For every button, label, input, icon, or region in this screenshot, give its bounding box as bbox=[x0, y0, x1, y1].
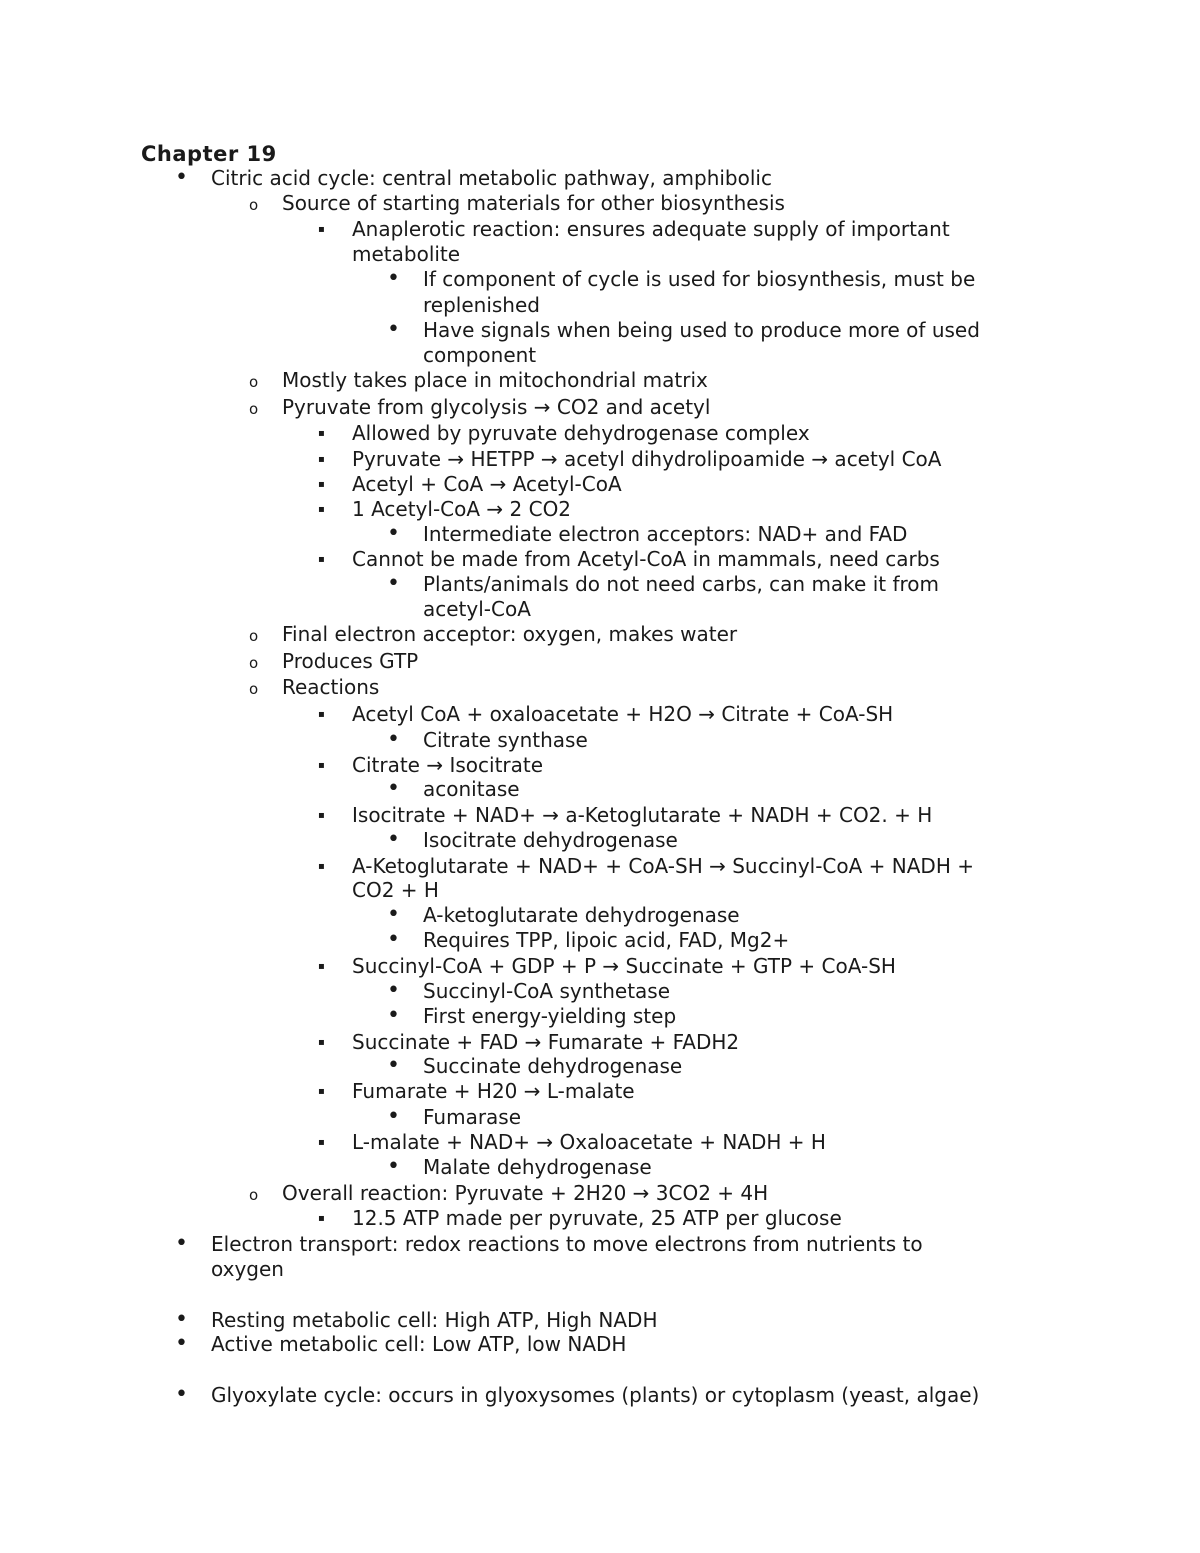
outline-line-level-3: 12.5 ATP made per pyruvate, 25 ATP per glucose bbox=[352, 1206, 842, 1230]
square-bullet-icon: ▪ bbox=[318, 810, 325, 821]
outline-line-level-4: Succinate dehydrogenase bbox=[423, 1054, 683, 1078]
outline-line-level-3: Fumarate + H20 → L-malate bbox=[352, 1079, 635, 1103]
bullet-icon: • bbox=[387, 521, 400, 546]
bullet-icon: • bbox=[387, 978, 400, 1003]
circle-bullet-icon: o bbox=[249, 196, 259, 214]
bullet-icon: • bbox=[387, 776, 400, 801]
outline-line-level-3: Anaplerotic reaction: ensures adequate supply of important bbox=[352, 217, 950, 241]
bullet-icon: • bbox=[387, 1104, 400, 1129]
square-bullet-icon: ▪ bbox=[318, 428, 325, 439]
square-bullet-icon: ▪ bbox=[318, 961, 325, 972]
outline-line-level-4: Requires TPP, lipoic acid, FAD, Mg2+ bbox=[423, 928, 790, 952]
outline-line-level-1: Electron transport: redox reactions to move electrons from nutrients to bbox=[211, 1232, 923, 1256]
outline-line-level-3: Citrate → Isocitrate bbox=[352, 753, 544, 777]
outline-line-level-3: Allowed by pyruvate dehydrogenase complex bbox=[352, 421, 810, 445]
outline-line-level-4: Citrate synthase bbox=[423, 728, 588, 752]
outline-line-level-3: Acetyl CoA + oxaloacetate + H2O → Citrate + CoA-SH bbox=[352, 702, 894, 726]
outline-line-level-3: Isocitrate + NAD+ → a-Ketoglutarate + NADH + CO2. + H bbox=[352, 803, 933, 827]
outline-line-level-1: Glyoxylate cycle: occurs in glyoxysomes (plants) or cytoplasm (yeast, algae) bbox=[211, 1383, 980, 1407]
bullet-icon: • bbox=[175, 165, 188, 190]
circle-bullet-icon: o bbox=[249, 400, 259, 418]
square-bullet-icon: ▪ bbox=[318, 224, 325, 235]
outline-line-level-3: metabolite bbox=[352, 242, 461, 266]
outline-line-level-1: Active metabolic cell: Low ATP, low NADH bbox=[211, 1332, 627, 1356]
outline-line-level-2: Produces GTP bbox=[282, 649, 419, 673]
outline-line-level-4: Plants/animals do not need carbs, can make it from bbox=[423, 572, 940, 596]
bullet-icon: • bbox=[387, 827, 400, 852]
circle-bullet-icon: o bbox=[249, 373, 259, 391]
square-bullet-icon: ▪ bbox=[318, 760, 325, 771]
bullet-icon: • bbox=[387, 1154, 400, 1179]
outline-line-level-4: Fumarase bbox=[423, 1105, 522, 1129]
square-bullet-icon: ▪ bbox=[318, 1137, 325, 1148]
outline-line-level-3: Acetyl + CoA → Acetyl-CoA bbox=[352, 472, 622, 496]
square-bullet-icon: ▪ bbox=[318, 454, 325, 465]
outline-line-level-4: Succinyl-CoA synthetase bbox=[423, 979, 671, 1003]
outline-line-level-2: Pyruvate from glycolysis → CO2 and acetyl bbox=[282, 395, 711, 419]
outline-line-level-3: CO2 + H bbox=[352, 878, 439, 902]
outline-line-level-3: Cannot be made from Acetyl-CoA in mammals, need carbs bbox=[352, 547, 940, 571]
outline-line-level-4: If component of cycle is used for biosynthesis, must be bbox=[423, 267, 976, 291]
square-bullet-icon: ▪ bbox=[318, 861, 325, 872]
bullet-icon: • bbox=[387, 927, 400, 952]
outline-line-level-4: component bbox=[423, 343, 537, 367]
square-bullet-icon: ▪ bbox=[318, 554, 325, 565]
bullet-icon: • bbox=[387, 571, 400, 596]
outline-line-level-4: Malate dehydrogenase bbox=[423, 1155, 652, 1179]
bullet-icon: • bbox=[387, 1003, 400, 1028]
outline-line-level-4: Have signals when being used to produce more of used bbox=[423, 318, 980, 342]
outline-line-level-4: Intermediate electron acceptors: NAD+ and FAD bbox=[423, 522, 908, 546]
square-bullet-icon: ▪ bbox=[318, 479, 325, 490]
outline-line-level-3: 1 Acetyl-CoA → 2 CO2 bbox=[352, 497, 572, 521]
bullet-icon: • bbox=[175, 1307, 188, 1332]
bullet-icon: • bbox=[175, 1382, 188, 1407]
outline-line-level-2: Mostly takes place in mitochondrial matrix bbox=[282, 368, 708, 392]
square-bullet-icon: ▪ bbox=[318, 709, 325, 720]
outline-line-level-1: Citric acid cycle: central metabolic pathway, amphibolic bbox=[211, 166, 772, 190]
bullet-icon: • bbox=[387, 266, 400, 291]
outline-line-level-3: L-malate + NAD+ → Oxaloacetate + NADH + H bbox=[352, 1130, 826, 1154]
bullet-icon: • bbox=[387, 902, 400, 927]
bullet-icon: • bbox=[387, 727, 400, 752]
outline-line-level-1: oxygen bbox=[211, 1257, 284, 1281]
outline-line-level-3: A-Ketoglutarate + NAD+ + CoA-SH → Succinyl-CoA + NADH + bbox=[352, 854, 974, 878]
square-bullet-icon: ▪ bbox=[318, 1086, 325, 1097]
outline-line-level-4: aconitase bbox=[423, 777, 520, 801]
outline-line-level-4: First energy-yielding step bbox=[423, 1004, 677, 1028]
bullet-icon: • bbox=[175, 1231, 188, 1256]
circle-bullet-icon: o bbox=[249, 1186, 259, 1204]
bullet-icon: • bbox=[387, 317, 400, 342]
square-bullet-icon: ▪ bbox=[318, 1037, 325, 1048]
outline-line-level-2: Reactions bbox=[282, 675, 380, 699]
outline-line-level-4: acetyl-CoA bbox=[423, 597, 531, 621]
outline-line-level-3: Succinyl-CoA + GDP + P → Succinate + GTP + CoA-SH bbox=[352, 954, 896, 978]
circle-bullet-icon: o bbox=[249, 627, 259, 645]
outline-line-level-3: Succinate + FAD → Fumarate + FADH2 bbox=[352, 1030, 740, 1054]
outline-line-level-4: replenished bbox=[423, 293, 540, 317]
circle-bullet-icon: o bbox=[249, 654, 259, 672]
circle-bullet-icon: o bbox=[249, 680, 259, 698]
outline-line-level-2: Overall reaction: Pyruvate + 2H20 → 3CO2 + 4H bbox=[282, 1181, 769, 1205]
outline-line-level-2: Source of starting materials for other biosynthesis bbox=[282, 191, 785, 215]
outline-line-level-4: Isocitrate dehydrogenase bbox=[423, 828, 678, 852]
outline-line-level-2: Final electron acceptor: oxygen, makes water bbox=[282, 622, 738, 646]
outline-line-level-4: A-ketoglutarate dehydrogenase bbox=[423, 903, 740, 927]
chapter-title: Chapter 19 bbox=[141, 142, 277, 166]
outline-line-level-3: Pyruvate → HETPP → acetyl dihydrolipoamide → acetyl CoA bbox=[352, 447, 942, 471]
bullet-icon: • bbox=[175, 1331, 188, 1356]
outline-line-level-1: Resting metabolic cell: High ATP, High NADH bbox=[211, 1308, 658, 1332]
square-bullet-icon: ▪ bbox=[318, 504, 325, 515]
bullet-icon: • bbox=[387, 1053, 400, 1078]
square-bullet-icon: ▪ bbox=[318, 1213, 325, 1224]
